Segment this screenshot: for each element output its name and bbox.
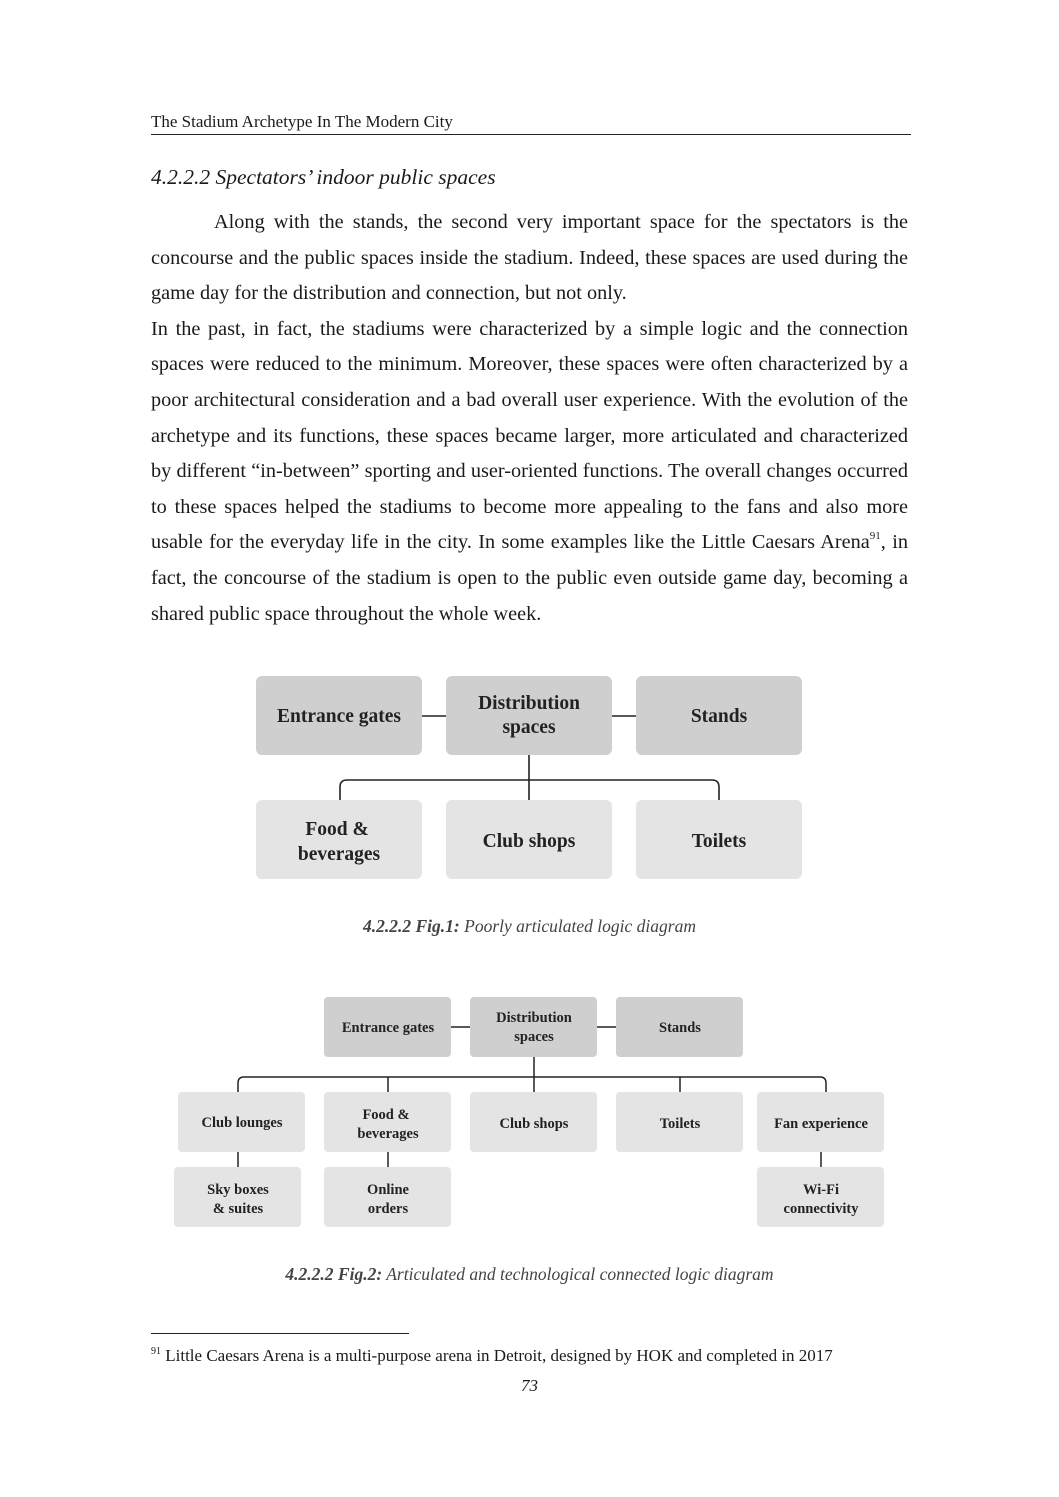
fig2-label-sky-2: & suites — [212, 1201, 264, 1217]
fig2-label-wifi-1: Wi-Fi — [803, 1182, 839, 1198]
fig1-label-toilets: Toilets — [691, 831, 747, 852]
running-header: The Stadium Archetype In The Modern City — [151, 112, 911, 135]
fig1-label-stands: Stands — [690, 706, 748, 727]
fig2-box-distribution-spaces — [470, 997, 597, 1057]
fig2-label-stands: Stands — [659, 1020, 701, 1036]
paragraph-2-text-a: In the past, in fact, the stadiums were characterized by a simple logic and the connection spaces were reduced to the minimum. Moreover, these spaces were often characterized by a poor architectural consideration and a bad overall user experience. With the evolution of the archetype and its functions, these spaces became larger, more articulated and characterized by different “in-between” sporting and user-oriented functions. The overall changes occurred to these spaces helped the stadiums to become more appealing to the fans and also more usable for the everyday life in the city. In some examples like the Little Caesars Arena — [151, 317, 908, 554]
fig1-label-distribution-1: Distribution — [478, 693, 580, 714]
fig1-label-club-shops: Club shops — [482, 831, 576, 852]
figure-1-diagram — [0, 660, 1059, 890]
paragraph-2-text-b: , in fact, the concourse of the stadium is open to the public even outside game day, becoming a shared public space throughout the whole week. — [151, 531, 908, 625]
section-title: 4.2.2.2 Spectators’ indoor public spaces — [151, 165, 496, 189]
figure-2-diagram — [0, 990, 1059, 1235]
body-text — [151, 205, 908, 632]
page-number: 73 — [521, 1376, 538, 1395]
figure-1-caption-label: 4.2.2.2 Fig.1: — [363, 916, 460, 936]
fig2-label-online-2: orders — [367, 1201, 409, 1217]
figure-2-caption-label: 4.2.2.2 Fig.2: — [285, 1264, 383, 1284]
fig1-box-distribution-spaces — [446, 676, 612, 755]
footnote — [151, 1345, 833, 1367]
fig1-label-food-1: Food & — [305, 819, 369, 840]
figure-2-caption — [0, 1263, 1059, 1285]
fig2-label-club-shops: Club shops — [499, 1116, 569, 1132]
figure-2-caption-text: Articulated and technological connected logic diagram — [382, 1264, 774, 1284]
fig2-label-distribution-2: spaces — [514, 1029, 554, 1045]
fig2-label-food-2: beverages — [357, 1126, 419, 1142]
fig2-label-distribution-1: Distribution — [496, 1010, 572, 1026]
fig2-label-toilets: Toilets — [659, 1116, 701, 1132]
paragraph-1: Along with the stands, the second very important space for the spectators is the concourse and the public spaces inside the stadium. Indeed, these spaces are used during the game day for the distribution and connection, but not only. — [151, 211, 908, 305]
fig2-label-online-1: Online — [367, 1182, 409, 1198]
fig2-label-sky-1: Sky boxes — [207, 1182, 269, 1198]
fig2-label-fan-experience: Fan experience — [774, 1116, 868, 1132]
footnote-reference[interactable]: 91 — [869, 530, 881, 543]
fig1-label-entrance-gates: Entrance gates — [276, 706, 402, 727]
fig2-label-food-1: Food & — [362, 1107, 410, 1123]
fig1-label-food-2: beverages — [297, 844, 381, 865]
fig2-label-wifi-2: connectivity — [783, 1201, 859, 1217]
fig2-label-entrance-gates: Entrance gates — [341, 1020, 435, 1036]
footnote-marker: 91 — [151, 1346, 161, 1357]
figure-1-caption — [0, 915, 1059, 937]
figure-1-caption-text: Poorly articulated logic diagram — [459, 916, 696, 936]
footnote-text: Little Caesars Arena is a multi-purpose arena in Detroit, designed by HOK and completed in 2017 — [161, 1346, 833, 1365]
fig2-label-club-lounges: Club lounges — [201, 1115, 283, 1131]
footnote-rule — [151, 1333, 409, 1334]
fig2-connector-branch — [238, 1077, 826, 1092]
fig1-label-distribution-2: spaces — [502, 717, 556, 738]
paragraph-2 — [151, 312, 908, 632]
